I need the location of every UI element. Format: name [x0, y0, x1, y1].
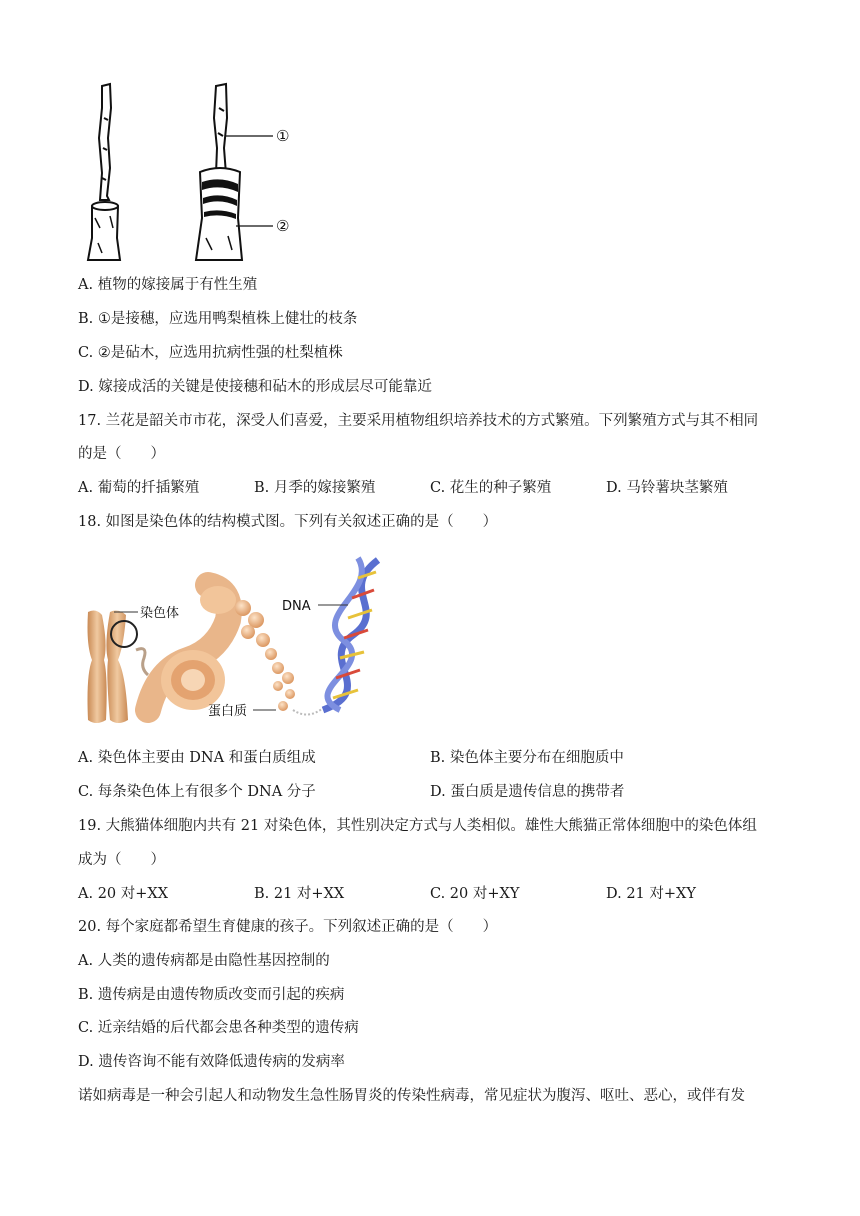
- q17-stem-line2: 的是（ ）: [78, 446, 165, 462]
- q18-option-b: B. 染色体主要分布在细胞质中: [430, 750, 624, 766]
- q20-option-a: A. 人类的遗传病都是由隐性基因控制的: [78, 953, 330, 969]
- q20-option-d: D. 遗传咨询不能有效降低遗传病的发病率: [78, 1054, 345, 1070]
- q20-option-b: B. 遗传病是由遗传物质改变而引起的疾病: [78, 987, 345, 1003]
- q16-option-a: A. 植物的嫁接属于有性生殖: [78, 277, 258, 293]
- q18-option-a: A. 染色体主要由 DNA 和蛋白质组成: [78, 750, 316, 766]
- q20-stem: 20. 每个家庭都希望生育健康的孩子。下列叙述正确的是（ ）: [78, 919, 498, 935]
- q17-stem-line1: 17. 兰花是韶关市市花，深受人们喜爱，主要采用植物组织培养技术的方式繁殖。下列繁殖方式与其不相同: [78, 413, 759, 429]
- label-dna: DNA: [282, 599, 311, 614]
- grafting-left-illustration: [88, 84, 120, 260]
- passage-line1: 诺如病毒是一种会引起人和动物发生急性肠胃炎的传染性病毒，常见症状为腹泻、呕吐、恶心，或伴有发: [78, 1088, 745, 1104]
- q17-option-d: D. 马铃薯块茎繁殖: [606, 480, 728, 496]
- label-stock-number: ②: [276, 217, 290, 235]
- q19-stem-line1: 19. 大熊猫体细胞内共有 21 对染色体，其性别决定方式与人类相似。雄性大熊猫正常体细胞中的染色体组: [78, 818, 757, 834]
- chromosome-figure: [78, 550, 418, 730]
- q17-option-a: A. 葡萄的扦插繁殖: [78, 480, 200, 496]
- label-protein: 蛋白质: [208, 704, 248, 719]
- q19-option-c: C. 20 对+XY: [430, 886, 520, 902]
- q19-option-a: A. 20 对+XX: [78, 886, 169, 902]
- grafting-figure: [80, 78, 320, 268]
- dna-helix: [323, 558, 378, 710]
- q18-stem: 18. 如图是染色体的结构模式图。下列有关叙述正确的是（ ）: [78, 514, 498, 530]
- q16-option-d: D. 嫁接成活的关键是使接穗和砧木的形成层尽可能靠近: [78, 379, 432, 395]
- label-scion-number: ①: [276, 127, 290, 145]
- q16-option-c: C. ②是砧木，应选用抗病性强的杜梨植株: [78, 345, 343, 361]
- q20-option-c: C. 近亲结婚的后代都会患各种类型的遗传病: [78, 1020, 359, 1036]
- q19-option-d: D. 21 对+XY: [606, 886, 696, 902]
- q16-option-b: B. ①是接穗，应选用鸭梨植株上健壮的枝条: [78, 311, 358, 327]
- coiled-chromatin: [148, 585, 236, 710]
- q18-option-c: C. 每条染色体上有很多个 DNA 分子: [78, 784, 316, 800]
- label-chromosome: 染色体: [140, 606, 180, 621]
- nucleosome-beads: [235, 600, 295, 711]
- q17-option-b: B. 月季的嫁接繁殖: [254, 480, 376, 496]
- q19-stem-line2: 成为（ ）: [78, 852, 165, 868]
- q18-option-d: D. 蛋白质是遗传信息的携带者: [430, 784, 625, 800]
- q17-option-c: C. 花生的种子繁殖: [430, 480, 552, 496]
- q19-option-b: B. 21 对+XX: [254, 886, 345, 902]
- grafting-right-illustration: [196, 84, 273, 260]
- chromosome-shape: [88, 611, 138, 723]
